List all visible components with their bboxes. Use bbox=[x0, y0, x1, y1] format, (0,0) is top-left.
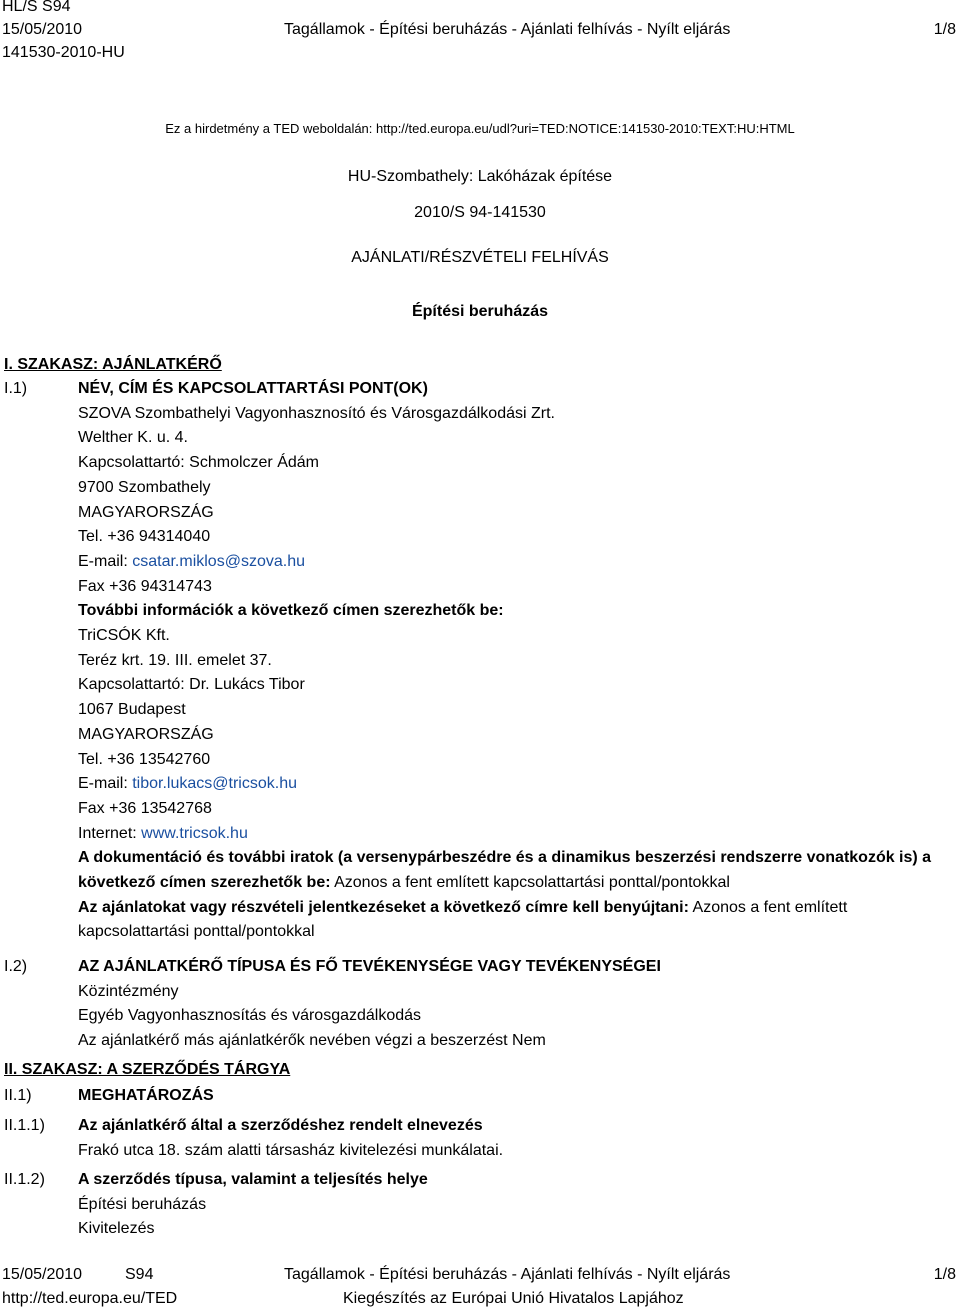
authority-activity: Egyéb Vagyonhasznosítás és városgazdálkodás bbox=[78, 1007, 422, 1025]
org-tel: Tel. +36 94314040 bbox=[78, 528, 211, 546]
section-2-1-title: MEGHATÁROZÁS bbox=[78, 1087, 214, 1104]
documents-paragraph bbox=[78, 846, 948, 895]
footer-journal: S94 bbox=[125, 1266, 154, 1283]
contact-points-block bbox=[78, 377, 948, 945]
footer-url[interactable]: http://ted.europa.eu/TED bbox=[2, 1290, 178, 1307]
header-date: 15/05/2010 bbox=[2, 21, 83, 38]
ted-notice-link[interactable]: Ez a hirdetmény a TED weboldalán: http://ted.europa.eu/udl?uri=TED:NOTICE:141530-2010:TEXT:HU:HTML bbox=[165, 121, 795, 136]
org2-name: TriCSÓK Kft. bbox=[78, 627, 170, 645]
footer-page: 1/8 bbox=[933, 1266, 956, 1283]
notice-heading: HU-Szombathely: Lakóházak építése bbox=[347, 168, 613, 185]
footer-date: 15/05/2010 bbox=[2, 1266, 83, 1283]
section-1-2-number: I.2) bbox=[4, 958, 28, 975]
footer-title: Tagállamok - Építési beruházás - Ajánlati felhívás - Nyílt eljárás bbox=[284, 1266, 731, 1283]
submission-value: Azonos a fent említett kapcsolattartási ponttal/pontokkal bbox=[78, 898, 848, 941]
section-2-1-2-title: A szerződés típusa, valamint a teljesítés helye bbox=[78, 1171, 428, 1188]
org2-tel: Tel. +36 13542760 bbox=[78, 750, 211, 768]
org2-city: 1067 Budapest bbox=[78, 701, 186, 719]
org-country: MAGYARORSZÁG bbox=[78, 503, 214, 521]
behalf-of-others: Az ajánlatkérő más ajánlatkérők nevében végzi a beszerzést Nem bbox=[78, 1032, 546, 1050]
email-label: E-mail: bbox=[78, 552, 133, 570]
section-2-1-1-number: II.1.1) bbox=[4, 1117, 45, 1134]
org2-street: Teréz krt. 19. III. emelet 37. bbox=[78, 651, 272, 669]
header-doc-id: 141530-2010-HU bbox=[2, 44, 125, 61]
internet-label: Internet: bbox=[78, 824, 142, 842]
section-1-title: I. SZAKASZ: AJÁNLATKÉRŐ bbox=[4, 356, 222, 373]
org-contact: Kapcsolattartó: Schmolczer Ádám bbox=[78, 454, 319, 472]
email2-label: E-mail: bbox=[78, 775, 133, 793]
org2-email-row bbox=[78, 772, 948, 797]
works-type: Építési beruházás bbox=[78, 1195, 207, 1213]
documents-value: Azonos a fent említett kapcsolattartási ponttal/pontokkal bbox=[330, 874, 730, 892]
section-1-1-number: I.1) bbox=[4, 380, 28, 397]
header-page: 1/8 bbox=[933, 21, 956, 38]
internet-link[interactable]: www.tricsok.hu bbox=[141, 824, 248, 842]
org-city: 9700 Szombathely bbox=[78, 478, 211, 496]
footer-supplement: Kiegészítés az Európai Unió Hivatalos Lapjához bbox=[343, 1290, 684, 1307]
org-fax: Fax +36 94314743 bbox=[78, 577, 212, 595]
contract-title-block bbox=[78, 1114, 503, 1163]
authority-type-block bbox=[78, 955, 661, 1054]
notice-number: 2010/S 94-141530 bbox=[414, 204, 546, 221]
internet-row bbox=[78, 822, 948, 847]
org2-fax: Fax +36 13542768 bbox=[78, 799, 212, 817]
submission-paragraph bbox=[78, 896, 948, 945]
contract-title: Frakó utca 18. szám alatti társasház kivitelezési munkálatai. bbox=[78, 1141, 504, 1159]
section-1-1-title: NÉV, CÍM ÉS KAPCSOLATTARTÁSI PONT(OK) bbox=[78, 380, 428, 397]
email-link[interactable]: csatar.miklos@szova.hu bbox=[132, 552, 305, 570]
section-2-1-number: II.1) bbox=[4, 1087, 32, 1104]
org-street: Welther K. u. 4. bbox=[78, 429, 188, 447]
more-info-label: További információk a következő címen szerezhetők be: bbox=[78, 602, 504, 620]
org-email-row bbox=[78, 550, 948, 575]
works-execution: Kivitelezés bbox=[78, 1220, 155, 1238]
section-2-1-2-number: II.1.2) bbox=[4, 1171, 45, 1188]
section-2-title: II. SZAKASZ: A SZERZŐDÉS TÁRGYA bbox=[4, 1061, 291, 1078]
documents-label: A dokumentáció és további iratok (a versenypárbeszédre és a dinamikus beszerzési rendszerre vonatkozók is) a következő címen szerezhetők be: bbox=[78, 849, 932, 892]
header-journal: HL/S S94 bbox=[2, 0, 71, 15]
section-1-2-title: AZ AJÁNLATKÉRŐ TÍPUSA ÉS FŐ TEVÉKENYSÉGE VAGY TEVÉKENYSÉGEI bbox=[78, 958, 661, 975]
email2-link[interactable]: tibor.lukacs@tricsok.hu bbox=[132, 775, 297, 793]
contract-type: Építési beruházás bbox=[411, 303, 549, 320]
org2-country: MAGYARORSZÁG bbox=[78, 725, 214, 743]
header-title: Tagállamok - Építési beruházás - Ajánlati felhívás - Nyílt eljárás bbox=[284, 21, 731, 38]
section-2-1-1-title: Az ajánlatkérő által a szerződéshez rendelt elnevezés bbox=[78, 1117, 483, 1134]
authority-type: Közintézmény bbox=[78, 982, 179, 1000]
notice-type: AJÁNLATI/RÉSZVÉTELI FELHÍVÁS bbox=[351, 249, 609, 266]
org-name: SZOVA Szombathelyi Vagyonhasznosító és Városgazdálkodási Zrt. bbox=[78, 404, 555, 422]
submission-label: Az ajánlatokat vagy részvételi jelentkezéseket a következő címre kell benyújtani: bbox=[78, 898, 689, 916]
org2-contact: Kapcsolattartó: Dr. Lukács Tibor bbox=[78, 676, 305, 694]
contract-type-block bbox=[78, 1168, 428, 1242]
